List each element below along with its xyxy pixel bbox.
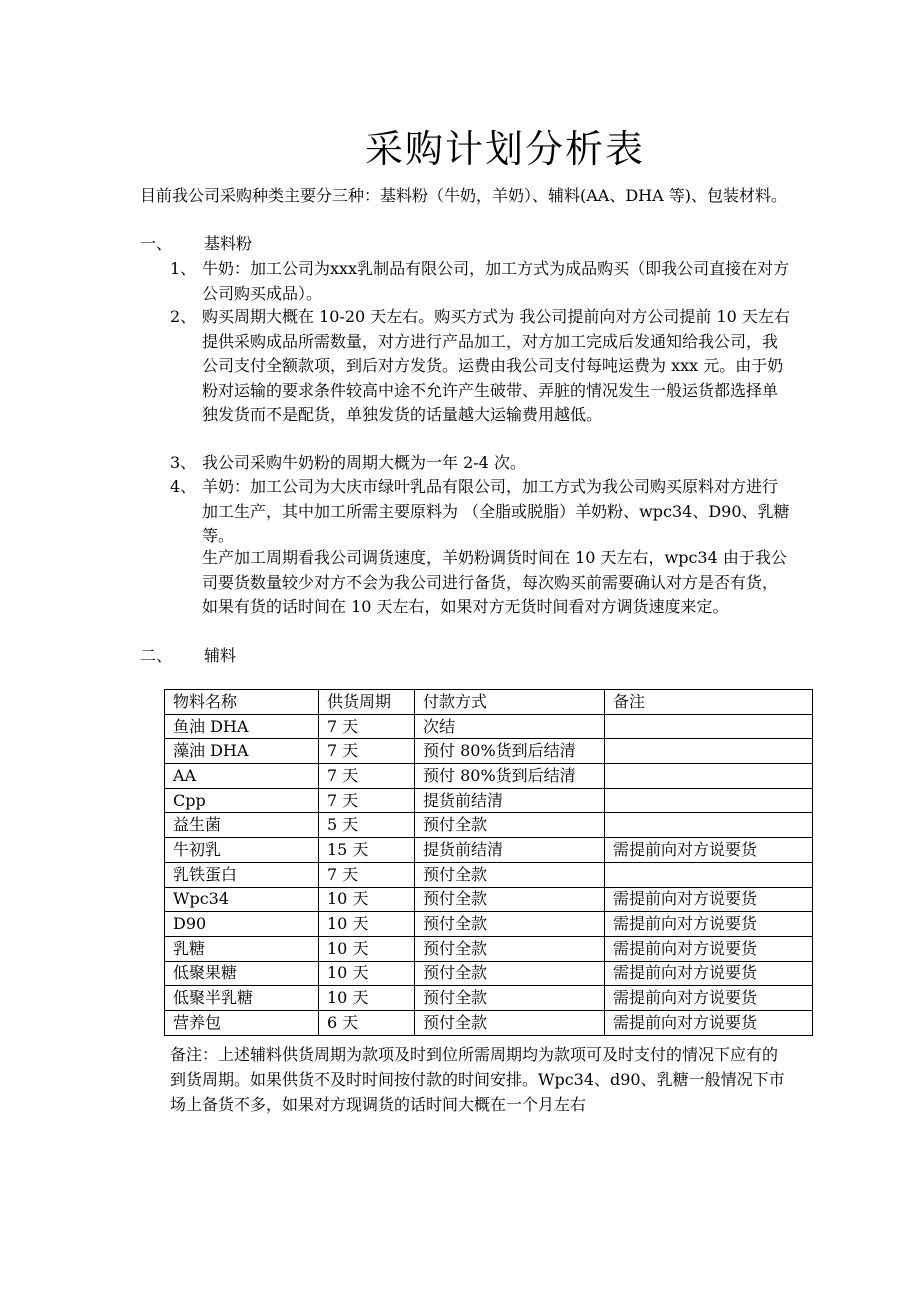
cell-period: 7 天 (319, 788, 415, 813)
list-item (170, 475, 792, 549)
cell-remark (605, 862, 813, 887)
cell-payment: 预付全款 (415, 986, 605, 1011)
cell-period: 6 天 (319, 1010, 415, 1035)
table-row (165, 739, 813, 764)
cell-remark: 需提前向对方说要货 (605, 1010, 813, 1035)
list-item-number: 4、 (170, 477, 197, 496)
header-supply-period: 供货周期 (319, 690, 415, 715)
document-title: 采购计划分析表 (364, 127, 645, 171)
cell-remark: 需提前向对方说要货 (605, 961, 813, 986)
cell-period: 10 天 (319, 986, 415, 1011)
section-heading-2 (140, 644, 236, 668)
cell-payment: 预付 80%货到后结清 (415, 764, 605, 789)
header-payment-method: 付款方式 (415, 690, 605, 715)
cell-payment: 预付全款 (415, 1010, 605, 1035)
table-row (165, 862, 813, 887)
header-remarks: 备注 (605, 690, 813, 715)
list-item-text: 牛奶：加工公司为xxx乳制品有限公司，加工方式为成品购买（即我公司直接在对方公司购买成品）。 (202, 259, 790, 303)
cell-payment: 预付全款 (415, 936, 605, 961)
cell-payment: 预付 80%货到后结清 (415, 739, 605, 764)
list-item-number: 3、 (170, 453, 197, 472)
cell-material: AA (165, 764, 319, 789)
cell-payment: 预付全款 (415, 887, 605, 912)
cell-period: 15 天 (319, 838, 415, 863)
cell-payment: 提货前结清 (415, 838, 605, 863)
cell-remark (605, 714, 813, 739)
cell-period: 10 天 (319, 912, 415, 937)
intro-text: 目前我公司采购种类主要分三种：基料粉（牛奶，羊奶）、辅料(AA、DHA 等)、包装材料。 (140, 186, 788, 205)
cell-material: 乳铁蛋白 (165, 862, 319, 887)
list-item-text: 购买周期大概在 10-20 天左右。购买方式为 我公司提前向对方公司提前 10 天左右提供采购成品所需数量，对方进行产品加工，对方加工完成后发通知给我公司，我公司支付全额款项，到后对方发货。运费由我公司支付每吨运费为 xxx 元。由于奶粉对运输的要求条件较高中途不允许产生破带、弄脏的情况发生一般运货都选择单独发货而不是配货，单独发货的话量越大运输费用越低。 (202, 307, 790, 424)
cell-material: 藻油 DHA (165, 739, 319, 764)
table-row (165, 714, 813, 739)
cell-material: 低聚果糖 (165, 961, 319, 986)
cell-payment: 预付全款 (415, 862, 605, 887)
cell-remark: 需提前向对方说要货 (605, 887, 813, 912)
cell-period: 10 天 (319, 887, 415, 912)
section-heading-1 (140, 232, 252, 256)
list-item (170, 305, 792, 428)
table-row (165, 961, 813, 986)
cell-material: D90 (165, 912, 319, 937)
section-title: 辅料 (204, 646, 237, 665)
section-number: 一、 (140, 234, 173, 253)
table-row (165, 813, 813, 838)
cell-remark: 需提前向对方说要货 (605, 838, 813, 863)
cell-period: 5 天 (319, 813, 415, 838)
cell-payment: 预付全款 (415, 961, 605, 986)
cell-material: 牛初乳 (165, 838, 319, 863)
cell-remark: 需提前向对方说要货 (605, 936, 813, 961)
list-item-text: 我公司采购牛奶粉的周期大概为一年 2-4 次。 (202, 453, 526, 472)
cell-material: 低聚半乳糖 (165, 986, 319, 1011)
table-row (165, 838, 813, 863)
cell-remark: 需提前向对方说要货 (605, 986, 813, 1011)
table-note: 备注：上述辅料供货周期为款项及时到位所需周期均为款项可及时支付的情况下应有的到货周期。如果供货不及时时间按付款的时间安排。Wpc34、d90、乳糖一般情况下市场上备货不多，如果对方现调货的话时间大概在一个月左右 (170, 1045, 785, 1114)
table-row (165, 1010, 813, 1035)
cell-material: Wpc34 (165, 887, 319, 912)
cell-remark (605, 813, 813, 838)
materials-table (164, 689, 813, 1036)
cell-payment: 预付全款 (415, 912, 605, 937)
header-material-name: 物料名称 (165, 690, 319, 715)
table-row (165, 788, 813, 813)
cell-material: Cpp (165, 788, 319, 813)
list-item-number: 1、 (170, 259, 197, 278)
list-item (170, 451, 792, 476)
cell-payment: 预付全款 (415, 813, 605, 838)
cell-remark (605, 739, 813, 764)
list-item-number: 2、 (170, 307, 197, 326)
list-item (170, 257, 792, 306)
table-row (165, 887, 813, 912)
table-row (165, 764, 813, 789)
cell-remark (605, 764, 813, 789)
cell-period: 10 天 (319, 961, 415, 986)
cell-payment: 提货前结清 (415, 788, 605, 813)
cell-material: 营养包 (165, 1010, 319, 1035)
list-item-text: 羊奶：加工公司为大庆市绿叶乳品有限公司，加工方式为我公司购买原料对方进行加工生产，其中加工所需主要原料为 （全脂或脱脂）羊奶粉、wpc34、D90、乳糖等。 (202, 477, 790, 545)
table-header-row (165, 690, 813, 715)
cell-payment: 次结 (415, 714, 605, 739)
intro-paragraph (140, 184, 790, 208)
section-title: 基料粉 (204, 234, 253, 253)
table-row (165, 936, 813, 961)
extra-paragraph: 生产加工周期看我公司调货速度，羊奶粉调货时间在 10 天左右，wpc34 由于我公司要货数量较少对方不会为我公司进行备货，每次购买前需要确认对方是否有货，如果有货的话时间在 10 天左右，如果对方无货时间看对方调货速度来定。 (202, 548, 787, 616)
cell-remark (605, 788, 813, 813)
cell-material: 益生菌 (165, 813, 319, 838)
cell-period: 10 天 (319, 936, 415, 961)
cell-period: 7 天 (319, 714, 415, 739)
cell-remark: 需提前向对方说要货 (605, 912, 813, 937)
table-row (165, 912, 813, 937)
section-number: 二、 (140, 646, 173, 665)
table-row (165, 986, 813, 1011)
cell-period: 7 天 (319, 764, 415, 789)
cell-material: 乳糖 (165, 936, 319, 961)
cell-period: 7 天 (319, 739, 415, 764)
cell-period: 7 天 (319, 862, 415, 887)
cell-material: 鱼油 DHA (165, 714, 319, 739)
